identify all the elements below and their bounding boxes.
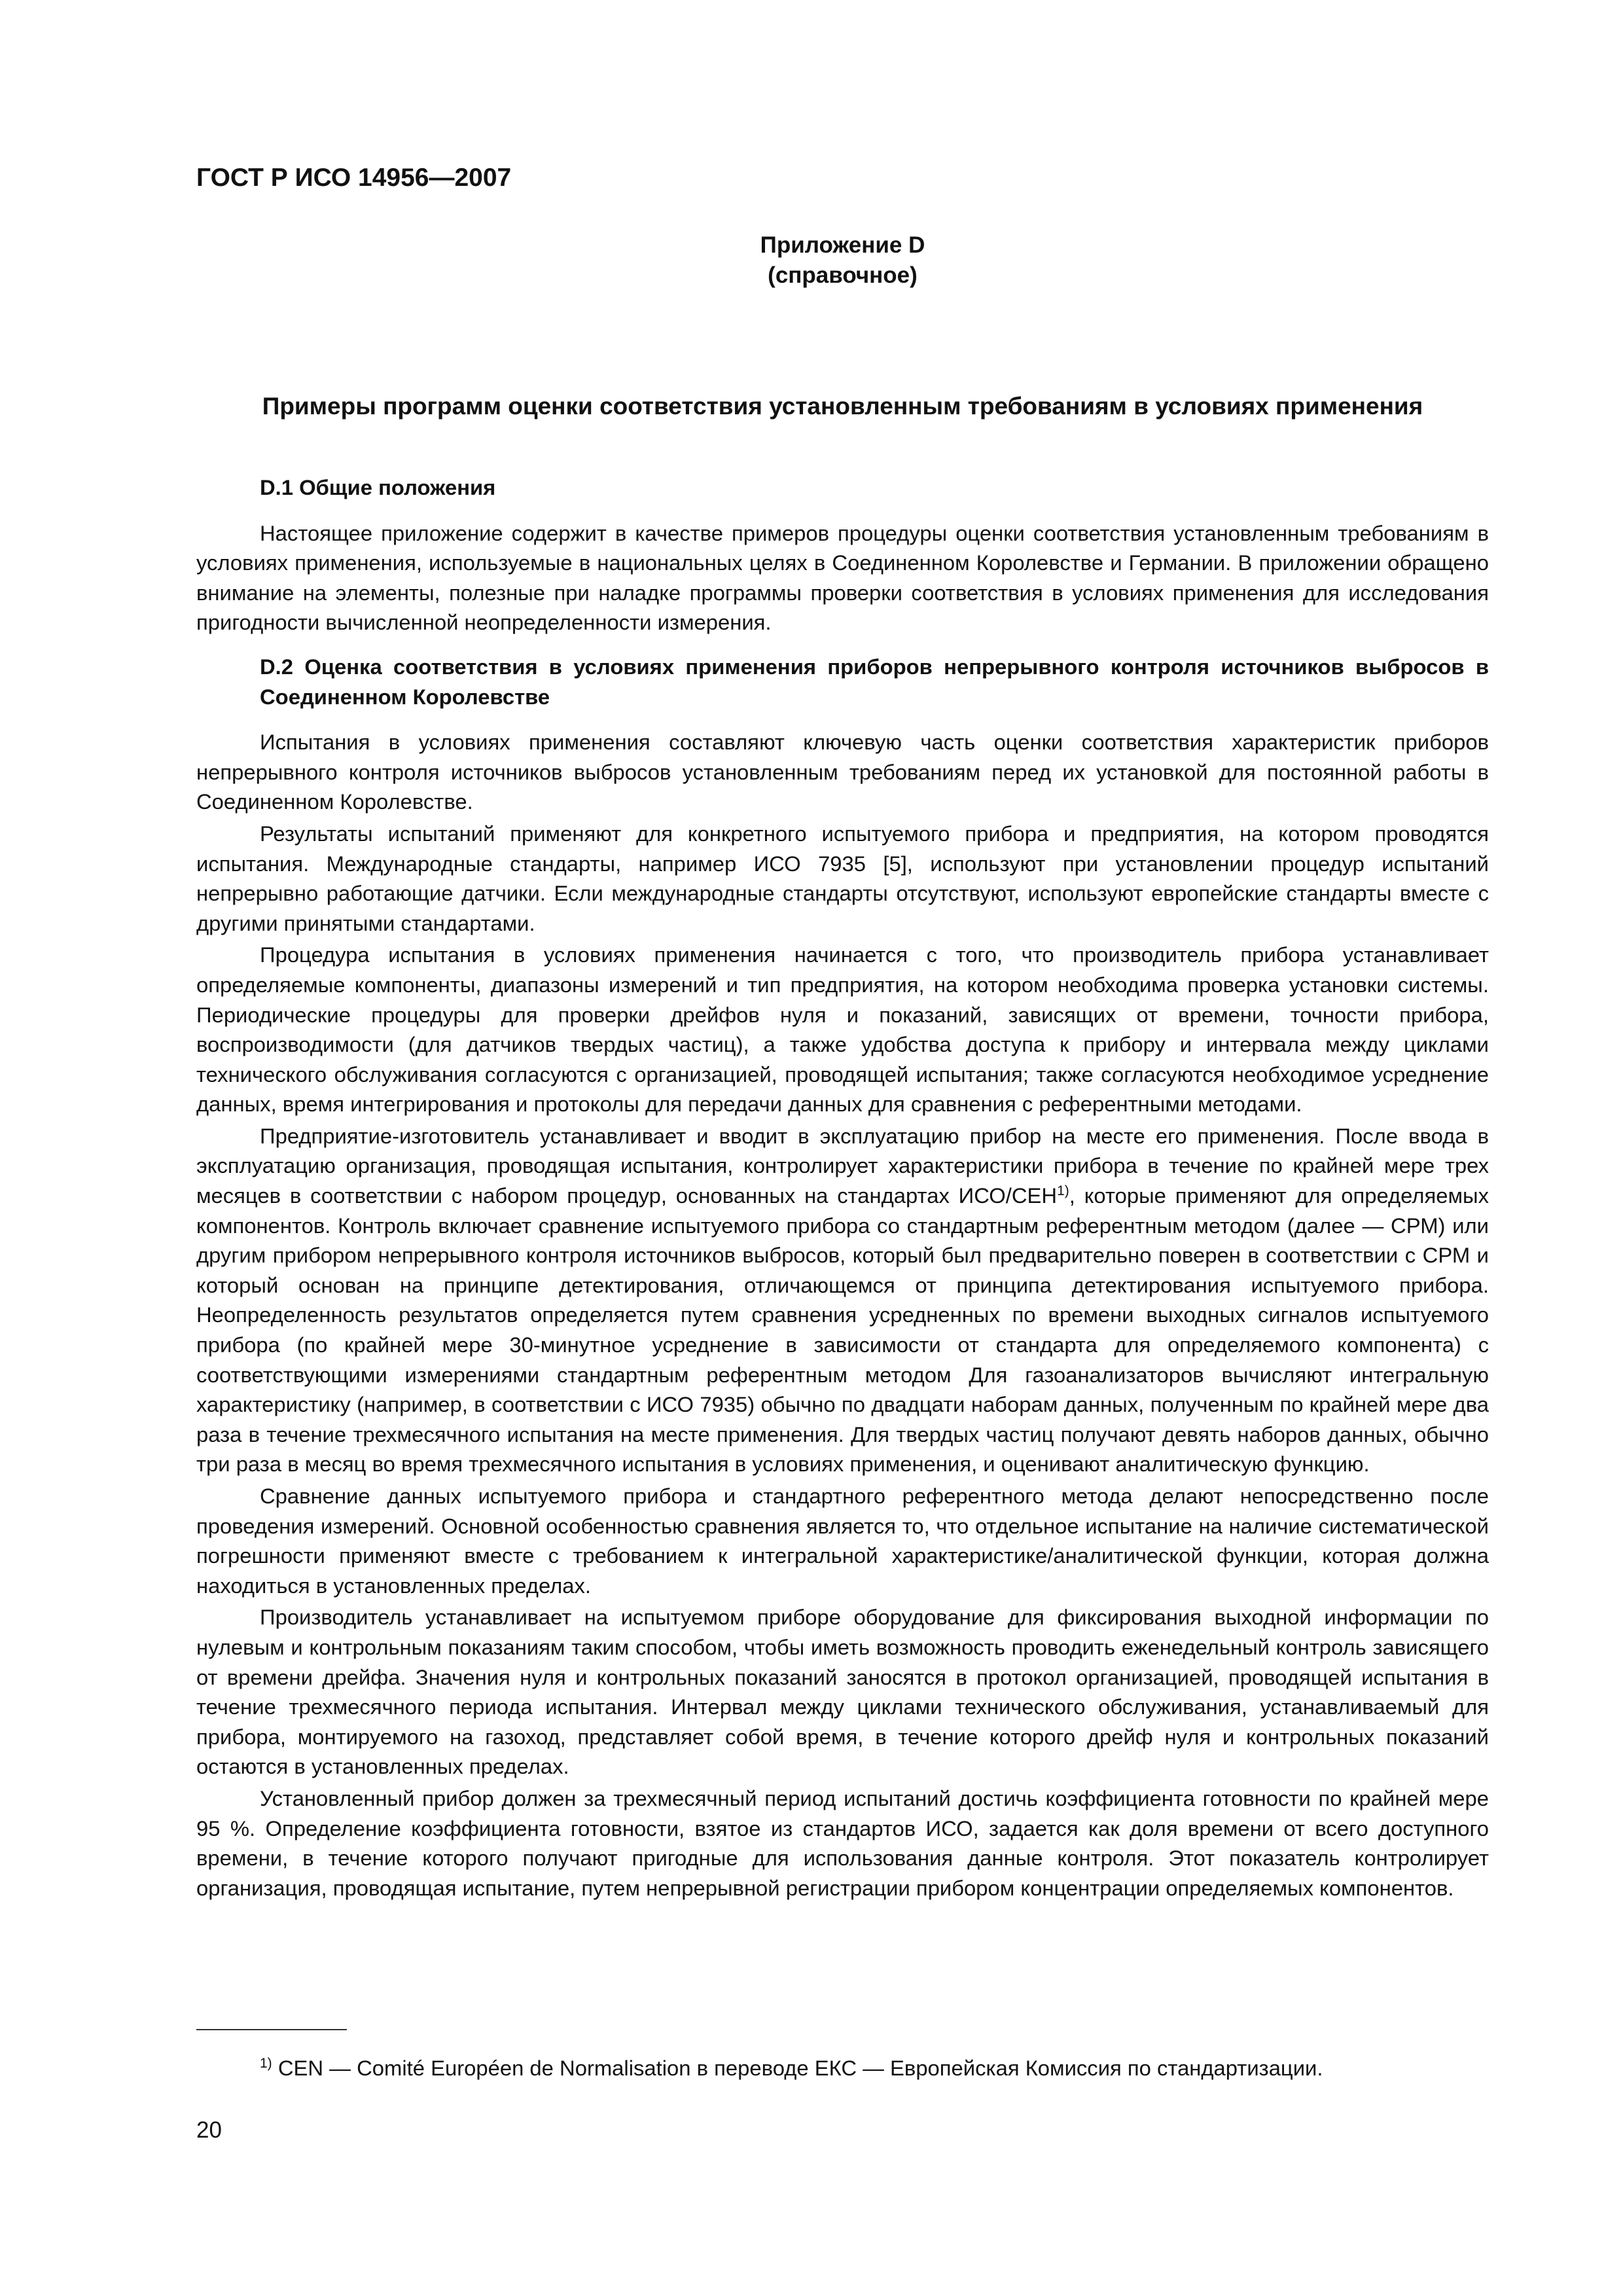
section-heading: D.2 Оценка соответствия в условиях применения приборов непрерывного контроля источников выбросов в Соединенном Королевстве <box>260 654 1489 709</box>
footnote-reference-punctuation: , <box>1069 1183 1075 1208</box>
paragraph: Испытания в условиях применения составляют ключевую часть оценки соответствия характеристик приборов непрерывного контроля источников выбросов установленным требованиям перед их установкой для постоянной работы в Соединенном Королевстве. <box>196 730 1489 814</box>
paragraph <box>196 1121 1489 1479</box>
section-heading: D.1 Общие положения <box>260 475 496 499</box>
annex-type: (справочное) <box>768 262 918 288</box>
annex-label-block <box>196 230 1489 291</box>
annex-label: Приложение D <box>760 232 925 258</box>
footnote-text: CEN — Comité Européen de Normalisation в переводе ЕКС — Европейская Комиссия по стандартизации. <box>277 2056 1323 2080</box>
paragraph: Сравнение данных испытуемого прибора и стандартного референтного метода делают непосредственно после проведения измерений. Основной особенностью сравнения является то, что отдельное испытание на наличие систематической погрешности применяют вместе с требованием к интегральной характеристике/аналитической функции, которая должна находиться в установленных пределах. <box>196 1484 1489 1598</box>
footnote <box>196 2054 1489 2083</box>
paragraph: Процедура испытания в условиях применения начинается с того, что производитель прибора устанавливает определяемые компоненты, диапазоны измерений и тип предприятия, на котором необходима проверка установки системы. Периодические процедуры для проверки дрейфов нуля и показаний, зависящих от времени, точности прибора, воспроизводимости (для датчиков твердых частиц), а также удобства доступа к прибору и интервала между циклами технического обслуживания согласуются с организацией, проводящей испытания; также согласуются необходимое усреднение данных, время интегрирования и протоколы для передачи данных для сравнения с референтными методами. <box>196 942 1489 1117</box>
paragraph: Настоящее приложение содержит в качестве примеров процедуры оценки соответствия установленным требованиям в условиях применения, используемые в национальных целях в Соединенном Королевстве и Германии. В приложении обращено внимание на элементы, полезные при наладке программы проверки соответствия в условиях применения для исследования пригодности вычисленной неопределенности измерения. <box>196 520 1489 635</box>
document-body <box>196 473 1489 1905</box>
footnote-marker: 1) <box>260 2056 272 2071</box>
paragraph-text: Предприятие-изготовитель устанавливает и вводит в эксплуатацию прибор на месте его применения. После ввода в эксплуатацию организация, проводящая испытания, контролирует характеристики прибора в течение по крайней мере трех месяцев в соответствии с набором процедур, основанных на стандартах ИСО/СЕН <box>196 1123 1489 1208</box>
page-number: 20 <box>196 2117 222 2143</box>
footnote-divider <box>196 2029 347 2030</box>
document-id: ГОСТ Р ИСО 14956—2007 <box>196 164 512 192</box>
paragraph: Результаты испытаний применяют для конкретного испытуемого прибора и предприятия, на котором проводятся испытания. Международные стандарты, например ИСО 7935 [5], используют при установлении процедур испытаний непрерывно работающие датчики. Если международные стандарты отсутствуют, используют европейские стандарты вместе с другими принятыми стандартами. <box>196 821 1489 935</box>
annex-title: Примеры программ оценки соответствия установленным требованиям в условиях применения <box>262 393 1423 420</box>
footnote-reference: 1) <box>1057 1183 1069 1199</box>
paragraph: Производитель устанавливает на испытуемом приборе оборудование для фиксирования выходной информации по нулевым и контрольным показаниям таким способом, чтобы иметь возможность проводить еженедельный контроль зависящего от времени дрейфа. Значения нуля и контрольных показаний заносятся в протокол организацией, проводящей испытания в течение трехмесячного периода испытания. Интервал между циклами технического обслуживания, устанавливаемый для прибора, монтируемого на газоход, представляет собой время, в течение которого дрейф нуля и контрольных показаний остаются в установленных пределах. <box>196 1605 1489 1779</box>
paragraph-text: которые применяют для определяемых компонентов. Контроль включает сравнение испытуемого прибора со стандартным референтным методом (далее — СРМ) или другим прибором непрерывного контроля источников выбросов, который был предварительно поверен в соответствии с СРМ и который основан на принципе детектирования, отличающемся от принципа детектирования испытуемого прибора. Неопределенность результатов определяется путем сравнения усредненных по времени выходных сигналов испытуемого прибора (по крайней мере 30-минутное усреднение в зависимости от стандарта для определяемого компонента) с соответствующими измерениями стандартным референтным методом Для газоанализаторов вычисляют интегральную характеристику (например, в соответствии с ИСО 7935) обычно по двадцати наборам данных, полученным по крайней мере два раза в течение трехмесячного испытания на месте применения. Для твердых частиц получают девять наборов данных, обычно три раза в месяц во время трехмесячного испытания в условиях применения, и оценивают аналитическую функцию. <box>196 1183 1489 1477</box>
paragraph: Установленный прибор должен за трехмесячный период испытаний достичь коэффициента готовности по крайней мере 95 %. Определение коэффициента готовности, взятое из стандартов ИСО, задается как доля времени от всего доступного времени, в течение которого получают пригодные для использования данные контроля. Этот показатель контролирует организация, проводящая испытание, путем непрерывной регистрации прибором концентрации определяемых компонентов. <box>196 1785 1489 1900</box>
